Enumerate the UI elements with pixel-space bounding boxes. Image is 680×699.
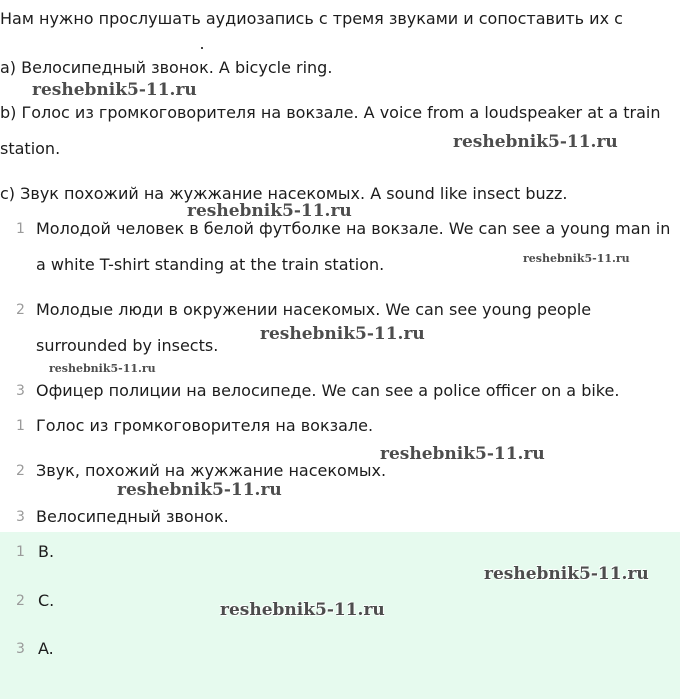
watermark: reshebnik5-11.ru (484, 564, 649, 584)
intro-text: Нам нужно прослушать аудиозапись с тремя звуками и сопоставить их с (0, 9, 623, 28)
answer-3: A. (38, 639, 54, 658)
picture-2-text: Молодые люди в окружении насекомых. We can see young people (36, 300, 592, 319)
match-1-text: Голос из громкоговорителя на вокзале. (36, 416, 374, 435)
watermark: reshebnik5-11.ru (32, 80, 197, 100)
match-number: 3 (16, 509, 25, 525)
watermark: reshebnik5-11.ru (453, 132, 618, 152)
answer-number: 2 (16, 593, 25, 609)
watermark: reshebnik5-11.ru (260, 324, 425, 344)
answer-1: B. (38, 542, 55, 561)
picture-1-text: Молодой человек в белой футболке на вокзале. We can see a young man in (36, 219, 671, 238)
picture-3-text: Офицер полиции на велосипеде. We can see a police officer on a bike. (36, 381, 620, 400)
answer-number: 1 (16, 544, 25, 560)
watermark: reshebnik5-11.ru (49, 362, 156, 375)
watermark: reshebnik5-11.ru (220, 600, 385, 620)
watermark: reshebnik5-11.ru (380, 444, 545, 464)
match-number: 2 (16, 463, 25, 479)
match-3-text: Велосипедный звонок. (36, 507, 229, 526)
stray-dot (201, 47, 203, 49)
sound-b-cont: station. (0, 139, 61, 158)
watermark: reshebnik5-11.ru (187, 201, 352, 221)
match-2-text: Звук, похожий на жужжание насекомых. (36, 461, 387, 480)
match-number: 1 (16, 418, 25, 434)
sound-c: c) Звук похожий на жужжание насекомых. A sound like insect buzz. (0, 184, 568, 203)
picture-number: 2 (16, 302, 25, 318)
picture-number: 1 (16, 221, 25, 237)
sound-b: b) Голос из громкоговорителя на вокзале. A voice from a loudspeaker at a train (0, 103, 661, 122)
answer-number: 3 (16, 641, 25, 657)
picture-number: 3 (16, 383, 25, 399)
sound-a: a) Велосипедный звонок. A bicycle ring. (0, 58, 333, 77)
picture-1-text-cont: a white T-shirt standing at the train station. (36, 255, 385, 274)
picture-2-text-cont: surrounded by insects. (36, 336, 219, 355)
watermark: reshebnik5-11.ru (523, 252, 630, 265)
watermark: reshebnik5-11.ru (117, 480, 282, 500)
answer-2: C. (38, 591, 55, 610)
